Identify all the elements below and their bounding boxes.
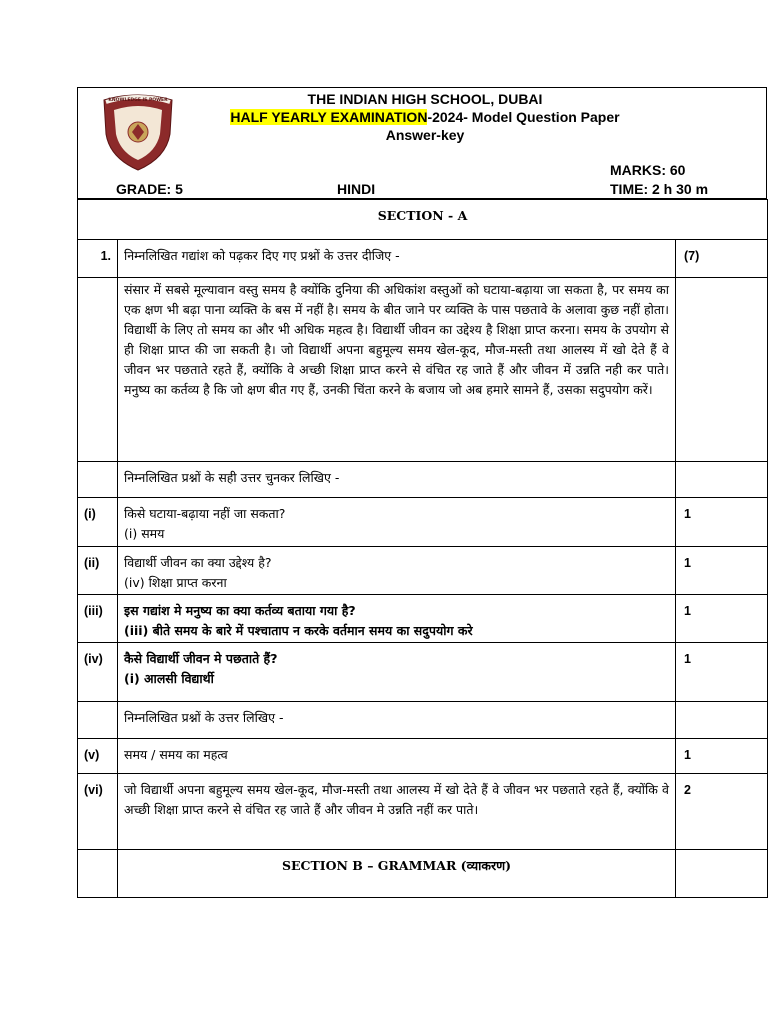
row-marks: 2 xyxy=(676,774,768,850)
svg-text:KNOWLEDGE IS POWER: KNOWLEDGE IS POWER xyxy=(108,98,168,103)
q1-marks: (7) xyxy=(676,240,768,278)
mcq-instruction-row xyxy=(78,462,768,498)
time-label: TIME: 2 h 30 m xyxy=(610,181,709,197)
row-marks: 1 xyxy=(676,547,768,595)
row-number: (ii) xyxy=(78,547,118,595)
header-title xyxy=(220,90,630,144)
row-number: (vi) xyxy=(78,774,118,850)
row-number: (i) xyxy=(78,498,118,547)
marks-label: MARKS: 60 xyxy=(610,162,686,178)
row-answer: (i) समय xyxy=(124,526,165,541)
row-answer: जो विद्यार्थी अपना बहुमूल्य समय खेल-कूद, मौज-मस्ती तथा आलस्य में खो देते हैं वे जीवन भर पछताते रहते हैं, क्योंकि वे अच्छी शिक्षा प्राप्त करने से वंचित रह जाते हैं और जीवन मे उन्नति नहीं कर पाते। xyxy=(118,774,676,850)
table-row xyxy=(78,547,768,595)
answer-key-label: Answer-key xyxy=(385,127,465,143)
table-row xyxy=(78,595,768,643)
answer-table xyxy=(77,199,768,898)
row-marks: 1 xyxy=(676,739,768,774)
school-crest-logo xyxy=(96,88,180,172)
table-row xyxy=(78,643,768,702)
row-answer: (iii) बीते समय के बारे में पश्चाताप न करके वर्तमान समय का सदुपयोग करे xyxy=(124,623,473,638)
table-row xyxy=(78,498,768,547)
grade-label: GRADE: 5 xyxy=(116,181,183,197)
row-marks: 1 xyxy=(676,595,768,643)
mcq-instruction: निम्नलिखित प्रश्नों के सही उत्तर चुनकर लिखिए - xyxy=(118,462,676,498)
exam-title-highlight: HALF YEARLY EXAMINATION xyxy=(230,109,428,125)
school-name: THE INDIAN HIGH SCHOOL, DUBAI xyxy=(307,91,543,107)
section-b-row xyxy=(78,850,768,898)
exam-title xyxy=(220,108,630,126)
table-row xyxy=(78,774,768,850)
section-a-heading: SECTION - A xyxy=(78,200,768,240)
row-marks: 1 xyxy=(676,643,768,702)
row-question: कैसे विद्यार्थी जीवन मे पछताते हैं? xyxy=(124,651,278,666)
subject-label: HINDI xyxy=(337,181,376,197)
row-question: इस गद्यांश मे मनुष्य का क्या कर्तव्य बताया गया है? xyxy=(124,603,356,618)
q1-number: 1. xyxy=(78,240,118,278)
passage-text: संसार में सबसे मूल्यावान वस्तु समय है क्योंकि दुनिया की अधिकांश वस्तुओं को घटाया-बढ़ाया जा सकता है, पर समय का एक क्षण भी बढ़ा पाना व्यक्ति के बस में नहीं है। समय के बीत जाने पर व्यक्ति के पास पछतावे के अलावा कुछ नहीं होता। विद्यार्थी के लिए तो समय का और भी अधिक महत्व है। विद्यार्थी जीवन का उद्देश्य है शिक्षा प्राप्त करना। समय के उपयोग से ही शिक्षा प्राप्त की जा सकती है। जो विद्यार्थी अपना बहुमूल्य समय खेल-कूद, मौज-मस्ती तथा आलस्य में खो देते हैं वे जीवन भर पछताते रहते हैं, क्योंकि वे अच्छी शिक्षा प्राप्त करने से वंचित रह जाते हैं और जीवन में उन्नति नही कर पाते। मनुष्य का कर्तव्य है कि जो क्षण बीत गए हैं, उनकी चिंता करने के बजाय जो अब हमारे सामने हैं, उसका सदुपयोग करें। xyxy=(118,278,676,462)
row-question: विद्यार्थी जीवन का क्या उद्देश्य है? xyxy=(124,555,272,570)
short-instruction: निम्नलिखित प्रश्नों के उत्तर लिखिए - xyxy=(118,702,676,739)
row-question: किसे घटाया-बढ़ाया नहीं जा सकता? xyxy=(124,506,286,521)
row-number: (iii) xyxy=(78,595,118,643)
q1-row xyxy=(78,240,768,278)
row-number: (v) xyxy=(78,739,118,774)
row-marks: 1 xyxy=(676,498,768,547)
short-instruction-row xyxy=(78,702,768,739)
section-b-heading: SECTION B – GRAMMAR (व्याकरण) xyxy=(118,850,676,898)
exam-title-rest: -2024- Model Question Paper xyxy=(427,109,620,125)
row-answer: समय / समय का महत्व xyxy=(118,739,676,774)
row-answer: (iv) शिक्षा प्राप्त करना xyxy=(124,575,227,590)
section-a-row xyxy=(78,200,768,240)
row-number: (iv) xyxy=(78,643,118,702)
passage-row xyxy=(78,278,768,462)
table-row xyxy=(78,739,768,774)
row-answer: (i) आलसी विद्यार्थी xyxy=(124,671,214,686)
q1-text: निम्नलिखित गद्यांश को पढ़कर दिए गए प्रश्नों के उत्तर दीजिए - xyxy=(118,240,676,278)
